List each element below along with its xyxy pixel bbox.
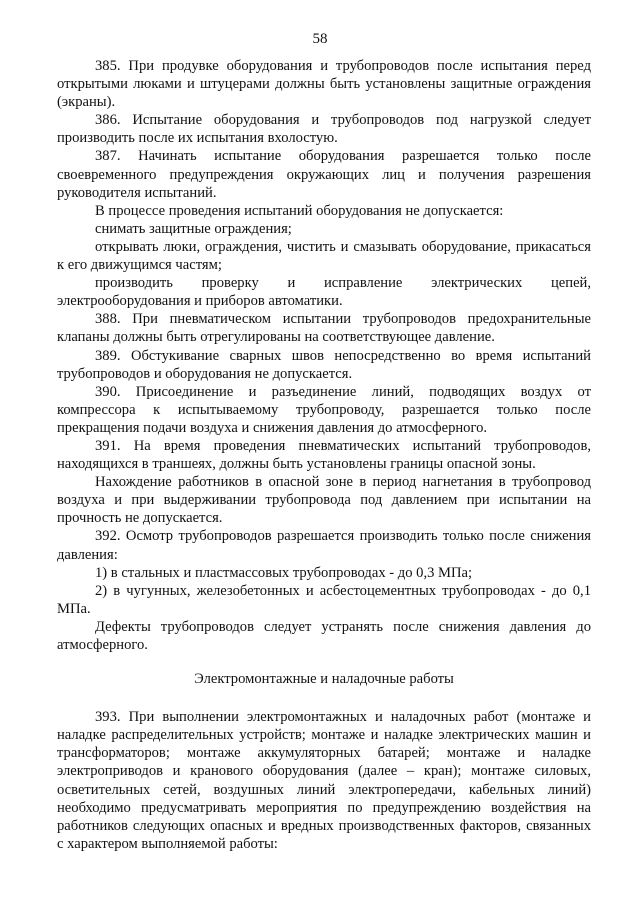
paragraph-386: 386. Испытание оборудования и трубопроводов под нагрузкой следует производить после их испытания вхолостую. (57, 112, 591, 147)
document-body (57, 57, 591, 853)
paragraph-391: 391. На время проведения пневматических испытаний трубопроводов, находящихся в траншеях, должны быть установлены границы опасной зоны. (57, 437, 591, 473)
page-number: 58 (312, 31, 328, 47)
paragraph-388: 388. При пневматическом испытании трубопроводов предохранительные клапаны должны быть отрегулированы на соответствующее давление. (57, 311, 591, 346)
paragraph-389: 389. Обстукивание сварных швов непосредственно во время испытаний трубопроводов и оборудования не допускается. (57, 347, 591, 382)
paragraph-prohibited-item: производить проверку и исправление электрических цепей, электрооборудования и приборов автоматики. (57, 275, 591, 310)
paragraph-392: 392. Осмотр трубопроводов разрешается производить только после снижения давления: (57, 528, 591, 563)
paragraph-392-item-1: 1) в стальных и пластмассовых трубопроводах - до 0,3 МПа; (95, 564, 473, 581)
paragraph-392-item-2: 2) в чугунных, железобетонных и асбестоцементных трубопроводах - до 0,1 МПа. (57, 582, 591, 617)
paragraph-prohibited-item: снимать защитные ограждения; (95, 220, 292, 237)
paragraph-prohibited-item: открывать люки, ограждения, чистить и смазывать оборудование, прикасаться к его движущимся частям; (57, 238, 591, 274)
paragraph-prohibited-intro: В процессе проведения испытаний оборудования не допускается: (95, 202, 504, 219)
paragraph-defects: Дефекты трубопроводов следует устранять после снижения давления до атмосферного. (57, 618, 591, 653)
paragraph-385: 385. При продувке оборудования и трубопроводов после испытания перед открытыми люками и штуцерами должны быть установлены защитные ограждения (экраны). (57, 58, 591, 111)
paragraph-387: 387. Начинать испытание оборудования разрешается только после своевременного предупреждения окружающих лиц и получения разрешения руководителя испытаний. (57, 148, 591, 201)
section-heading: Электромонтажные и наладочные работы (194, 671, 454, 688)
paragraph-390: 390. Присоединение и разъединение линий, подводящих воздух от компрессора к испытываемому трубопроводу, разрешается только после прекращения подачи воздуха и снижения давления до атмосферного. (57, 383, 591, 436)
paragraph-393: 393. При выполнении электромонтажных и наладочных работ (монтаже и наладке распределительных устройств; монтаже и наладке электрических машин и трансформаторов; монтаже аккумуляторных батарей; монтаже и наладке электроприводов и кранового оборудования (далее – кран); монтаже силовых, осветительных сетей, воздушных линий электропередачи, кабельных линий) необходимо предусматривать мероприятия по предупреждению воздействия на работников следующих опасных и вредных производственных факторов, связанных с характером выполняемой работы: (57, 709, 591, 852)
paragraph-danger-zone: Нахождение работников в опасной зоне в период нагнетания в трубопровод воздуха и при выдерживании трубопровода под давлением при испытании на прочность не допускается. (57, 474, 591, 527)
